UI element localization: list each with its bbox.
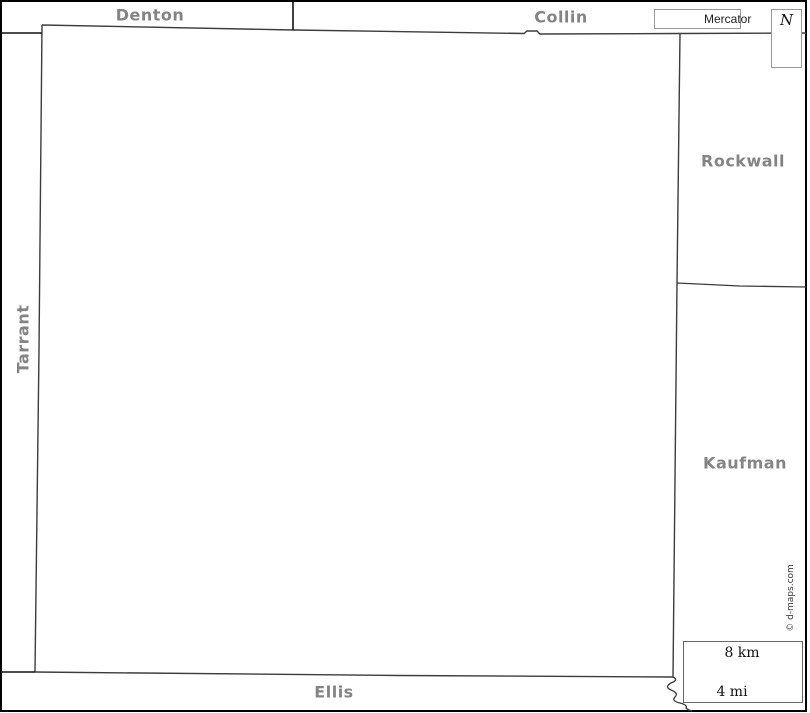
north-label: N — [779, 11, 794, 29]
scale-mi-label: 4 mi — [716, 684, 748, 700]
county-label-collin: Collin — [534, 7, 588, 27]
county-boundary-south — [35, 672, 673, 677]
county-label-denton: Denton — [115, 5, 185, 25]
county-boundary-west — [35, 25, 42, 672]
county-label-ellis: Ellis — [314, 682, 354, 702]
county-label-tarrant: Tarrant — [13, 304, 33, 374]
county-boundary-east — [673, 34, 680, 678]
rockwall-kaufman-boundary — [677, 283, 806, 287]
county-label-rockwall: Rockwall — [701, 151, 785, 171]
compass-box — [771, 9, 802, 68]
projection-legend-box — [654, 9, 752, 29]
map-frame — [1, 1, 806, 711]
projection-label: Mercator — [704, 12, 752, 26]
credit-text: © d-maps.com — [786, 564, 796, 632]
county-label-kaufman: Kaufman — [703, 453, 787, 473]
scale-km-label: 8 km — [724, 645, 760, 661]
